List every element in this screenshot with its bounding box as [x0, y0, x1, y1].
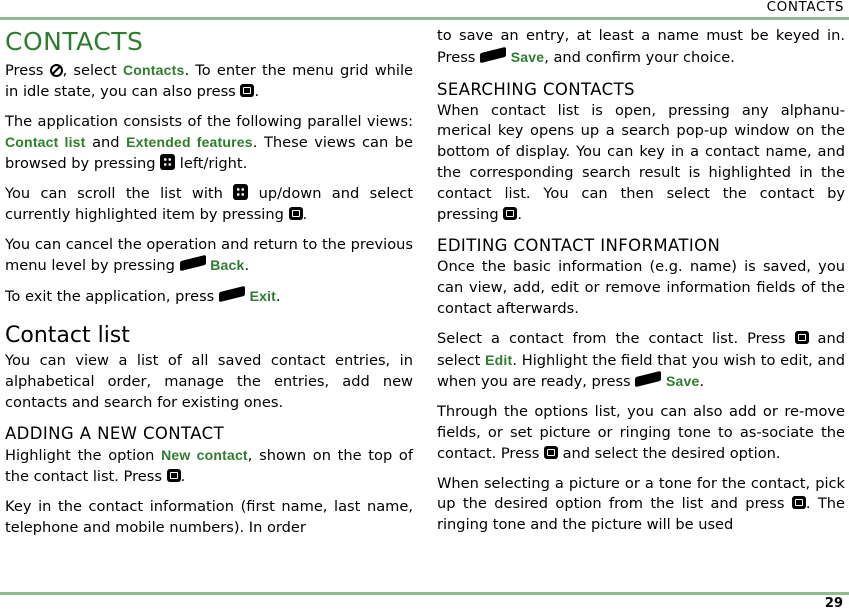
paragraph-contact-list: You can view a list of all saved contact entries, in alphabetical order, manage the entries, add new contacts and search for existing ones. [5, 351, 413, 411]
navigation-key-icon [160, 154, 175, 170]
paragraph-picture-tone: When selecting a picture or a tone for the contact, pick up the desired option from the list and press . The ringing tone and the picture will be used [437, 474, 845, 534]
select-key-icon [795, 331, 809, 344]
paragraph-scroll: You can scroll the list with up/down and select currently highlighted item by pressing . [5, 184, 413, 223]
paragraph-basic-info: Once the basic information (e.g. name) is saved, you can view, add, edit or remove information fields of the contact afterwards. [437, 258, 845, 317]
soft-key-icon [635, 371, 661, 387]
select-key-icon [289, 207, 303, 220]
select-key-icon [544, 446, 558, 459]
keyword-save: Save [510, 48, 545, 65]
keyword-exit: Exit [249, 288, 277, 305]
section-heading: CONTACTS [5, 27, 144, 56]
heading-adding-contact: ADDING A NEW CONTACT [5, 424, 225, 444]
soft-key-icon [219, 286, 245, 302]
left-column [5, 26, 413, 548]
keyword-extended-features: Extended features [126, 134, 253, 151]
paragraph-exit: To exit the application, press Exit. [5, 286, 413, 308]
paragraph-search: When contact list is open, pressing any alphanu-merical key opens up a search pop-up window on the bottom of display. You can key in a contact name, and the corresponding search result is highlighted in the contact list. You can then select the contact by pressing . [437, 101, 845, 223]
select-key-icon [792, 496, 806, 509]
heading-editing-contact: EDITING CONTACT INFORMATION [437, 236, 721, 256]
footer-rule [0, 592, 849, 595]
paragraph-options: Through the options list, you can also add or re-move fields, or set picture or ringing tone to as-sociate the contact. Press and select the desired option. [437, 403, 845, 462]
paragraph-key-in-info: Key in the contact information (first name, last name, telephone and mobile numbers). In order [5, 497, 413, 536]
soft-key-icon [480, 47, 506, 63]
header-rule [0, 17, 849, 20]
paragraph-save-entry: to save an entry, at least a name must be keyed in. Press Save, and confirm your choice. [437, 27, 845, 66]
select-key-icon [167, 469, 181, 482]
keyword-edit: Edit [485, 351, 513, 368]
subheading-contact-list: Contact list [5, 322, 130, 348]
navigation-key-icon [233, 184, 248, 200]
paragraph-cancel: You can cancel the operation and return to the previous menu level by pressing Back. [5, 235, 413, 275]
paragraph-edit: Select a contact from the contact list. Press and select Edit. Highlight the field that you wish to edit, and when you are ready, press Save. [437, 329, 846, 391]
header-title: CONTACTS [766, 0, 844, 15]
keyword-contacts: Contacts [122, 62, 185, 78]
menu-key-icon [50, 64, 63, 77]
keyword-back: Back [210, 257, 245, 274]
heading-searching-contacts: SEARCHING CONTACTS [437, 79, 635, 99]
right-column [437, 26, 845, 545]
paragraph-new-contact: Highlight the option New contact, shown on the top of the contact list. Press . [5, 447, 413, 486]
keyword-contact-list: Contact list [5, 134, 86, 151]
paragraph-views: The application consists of the following parallel views: Contact list and Extended features. These views can be browsed by pressing left/right. [5, 112, 413, 173]
select-key-icon [503, 207, 517, 220]
soft-key-icon [180, 255, 206, 271]
keyword-save: Save [665, 373, 700, 390]
page-header [0, 0, 849, 16]
paragraph-open-contacts: Press , select Contacts. To enter the menu grid while in idle state, you can also press . [5, 62, 413, 100]
page-number: 29 [824, 596, 843, 611]
keyword-new-contact: New contact [161, 447, 248, 464]
select-key-icon [240, 84, 254, 97]
